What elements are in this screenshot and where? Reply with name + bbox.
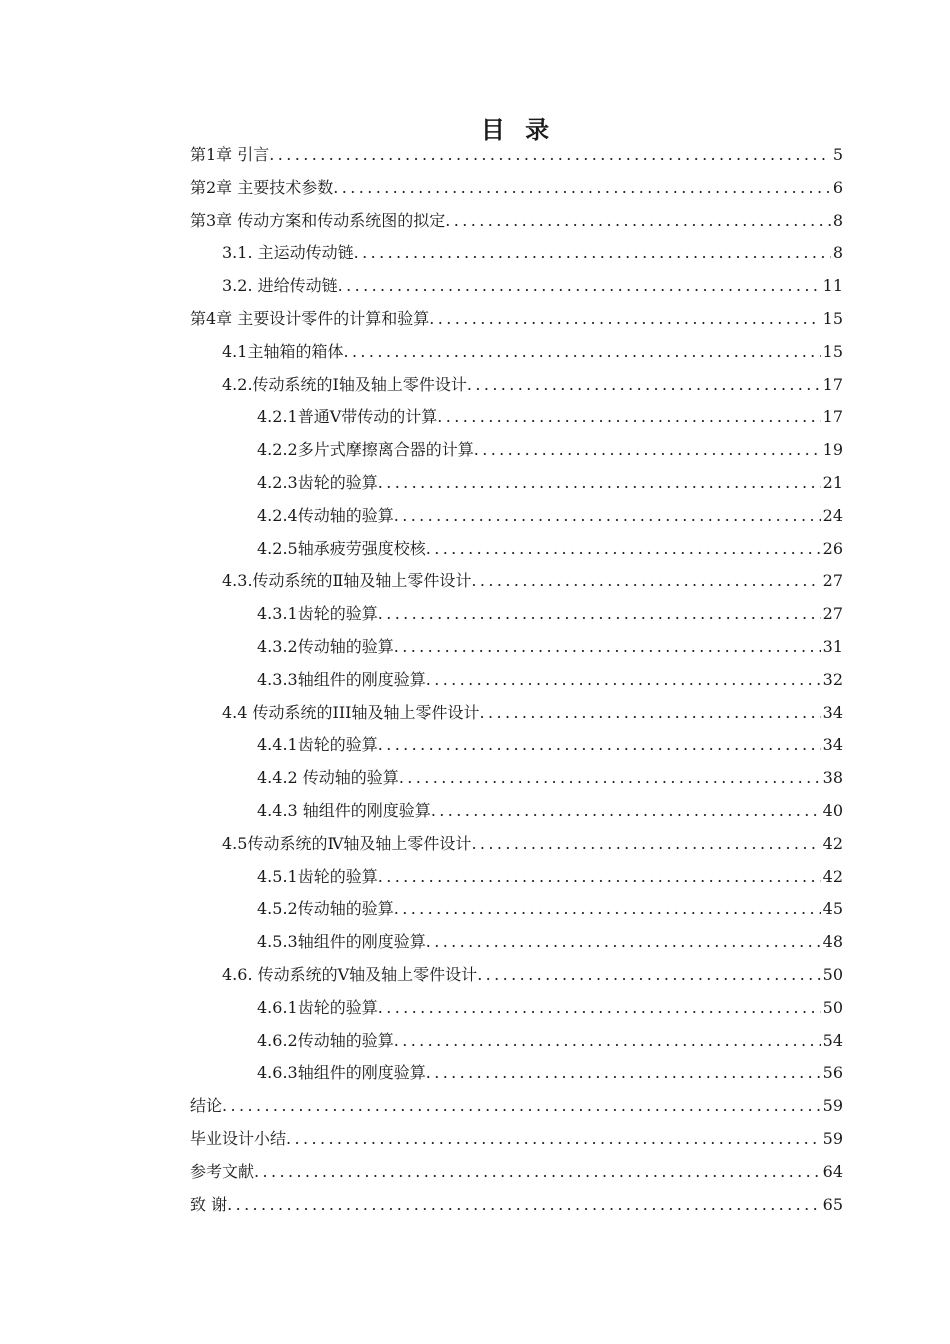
toc-entry-row (257, 762, 843, 795)
toc-entry-row (190, 1090, 843, 1123)
toc-page-number: 64 (822, 1161, 843, 1181)
toc-entry-row (257, 467, 843, 500)
toc-page-number: 17 (822, 407, 843, 427)
toc-entry-row (257, 598, 843, 631)
toc-dot-leader (394, 893, 821, 926)
toc-page-number: 45 (822, 899, 843, 919)
toc-entry-row (257, 500, 843, 533)
toc-entry-row (257, 992, 843, 1025)
toc-entry[interactable] (0, 959, 950, 992)
toc-page-number: 50 (822, 997, 843, 1017)
toc-entry[interactable] (0, 795, 950, 828)
toc-page-number: 56 (822, 1063, 843, 1083)
toc-page-number: 48 (822, 932, 843, 952)
toc-entry-row (257, 664, 843, 697)
toc-dot-leader (477, 959, 820, 992)
toc-page-number: 24 (822, 505, 843, 525)
toc-dot-leader (471, 565, 820, 598)
toc-entry[interactable] (0, 631, 950, 664)
toc-entry-label: 4.2.5轴承疲劳强度校核 (257, 538, 426, 558)
toc-dot-leader (254, 1156, 821, 1189)
toc-dot-leader (394, 500, 821, 533)
toc-page-number: 42 (822, 866, 843, 886)
toc-entry-row (190, 139, 843, 172)
toc-list (0, 139, 950, 1221)
toc-dot-leader (286, 1123, 821, 1156)
toc-entry[interactable] (0, 598, 950, 631)
toc-entry-row (222, 959, 843, 992)
toc-dot-leader (222, 1090, 821, 1123)
toc-entry-row (222, 270, 843, 303)
toc-entry-label: 4.2.传动系统的Ⅰ轴及轴上零件设计 (222, 374, 467, 394)
toc-entry[interactable] (0, 926, 950, 959)
toc-entry-row (257, 1057, 843, 1090)
toc-dot-leader (394, 1025, 821, 1058)
toc-page-number: 5 (832, 145, 843, 164)
toc-entry[interactable] (0, 369, 950, 402)
toc-dot-leader (378, 467, 821, 500)
toc-dot-leader (399, 762, 821, 795)
toc-dot-leader (480, 697, 821, 730)
toc-entry-row (190, 1189, 843, 1222)
toc-dot-leader (378, 992, 821, 1025)
toc-dot-leader (429, 303, 820, 336)
toc-entry[interactable] (0, 1025, 950, 1058)
toc-dot-leader (471, 828, 820, 861)
toc-entry[interactable] (0, 992, 950, 1025)
toc-entry-row (257, 631, 843, 664)
toc-entry[interactable] (0, 762, 950, 795)
toc-entry[interactable] (0, 303, 950, 336)
toc-page-number: 32 (822, 669, 843, 689)
toc-dot-leader (333, 172, 831, 205)
toc-entry-row (190, 1156, 843, 1189)
toc-entry[interactable] (0, 1090, 950, 1123)
toc-entry-label: 4.2.3齿轮的验算 (257, 472, 378, 492)
toc-entry[interactable] (0, 697, 950, 730)
toc-entry[interactable] (0, 533, 950, 566)
toc-entry-label: 4.3.1齿轮的验算 (257, 604, 378, 624)
toc-entry-row (190, 172, 843, 205)
toc-dot-leader (467, 369, 821, 402)
toc-page-number: 34 (822, 702, 843, 722)
toc-page-number: 17 (822, 374, 843, 394)
toc-entry-label: 4.4 传动系统的III轴及轴上零件设计 (222, 702, 480, 722)
toc-dot-leader (227, 1189, 821, 1222)
toc-entry-label: 4.4.2 传动轴的验算 (257, 768, 399, 788)
toc-dot-leader (445, 205, 831, 238)
toc-entry-label: 第4章 主要设计零件的计算和验算 (190, 308, 430, 328)
toc-entry-label: 4.2.2多片式摩擦离合器的计算 (257, 440, 474, 460)
toc-entry-label: 毕业设计小结 (190, 1128, 287, 1148)
toc-entry-row (222, 697, 843, 730)
toc-page-number: 40 (822, 800, 843, 820)
toc-entry-row (222, 237, 843, 270)
toc-entry-label: 4.1主轴箱的箱体 (222, 341, 344, 361)
toc-entry-label: 4.4.3 轴组件的刚度验算 (257, 800, 431, 820)
toc-dot-leader (378, 729, 821, 762)
toc-dot-leader (426, 1057, 821, 1090)
toc-entry-label: 3.1. 主运动传动链 (222, 243, 354, 263)
toc-title: 目 录 (480, 116, 556, 144)
toc-entry[interactable] (0, 861, 950, 894)
toc-page-number: 50 (822, 964, 843, 984)
toc-entry-row (222, 369, 843, 402)
toc-page-number: 15 (822, 341, 843, 361)
toc-dot-leader (431, 795, 821, 828)
toc-entry[interactable] (0, 139, 950, 172)
toc-entry[interactable] (0, 237, 950, 270)
toc-entry-row (257, 795, 843, 828)
toc-entry-label: 4.5.3轴组件的刚度验算 (257, 932, 426, 952)
toc-dot-leader (354, 237, 831, 270)
toc-entry[interactable] (0, 401, 950, 434)
toc-dot-leader (378, 598, 821, 631)
toc-entry-row (257, 1025, 843, 1058)
toc-page-number: 8 (832, 210, 843, 230)
toc-entry[interactable] (0, 893, 950, 926)
toc-entry-row (222, 828, 843, 861)
toc-page-number: 11 (822, 276, 843, 296)
toc-entry[interactable] (0, 434, 950, 467)
toc-dot-leader (426, 533, 821, 566)
toc-dot-leader (378, 861, 821, 894)
toc-entry[interactable] (0, 336, 950, 369)
toc-entry-label: 4.6.1齿轮的验算 (257, 997, 378, 1017)
toc-page-number: 27 (822, 604, 843, 624)
toc-entry-label: 结论 (190, 1096, 223, 1116)
toc-entry-label: 4.2.4传动轴的验算 (257, 505, 394, 525)
toc-entry[interactable] (0, 828, 950, 861)
toc-entry-label: 4.5.1齿轮的验算 (257, 866, 378, 886)
toc-entry-label: 4.6.3轴组件的刚度验算 (257, 1063, 426, 1083)
toc-entry-label: 致 谢 (190, 1194, 228, 1214)
toc-page-number: 6 (832, 177, 843, 197)
toc-entry-label: 第3章 传动方案和传动系统图的拟定 (190, 210, 446, 230)
toc-entry-label: 4.6. 传动系统的Ⅴ轴及轴上零件设计 (222, 964, 478, 984)
toc-page-number: 42 (822, 833, 843, 853)
toc-entry[interactable] (0, 1057, 950, 1090)
toc-page-number: 38 (822, 768, 843, 788)
toc-entry-row (190, 1123, 843, 1156)
toc-page-number: 21 (822, 472, 843, 492)
toc-entry[interactable] (0, 1189, 950, 1222)
toc-entry[interactable] (0, 467, 950, 500)
toc-entry[interactable] (0, 172, 950, 205)
toc-entry[interactable] (0, 270, 950, 303)
toc-entry-label: 4.5传动系统的Ⅳ轴及轴上零件设计 (222, 833, 472, 853)
toc-entry-label: 4.3.3轴组件的刚度验算 (257, 669, 426, 689)
toc-page-number: 59 (822, 1096, 843, 1116)
toc-entry-label: 4.3.传动系统的Ⅱ轴及轴上零件设计 (222, 571, 472, 591)
toc-entry-row (257, 893, 843, 926)
toc-page-number: 34 (822, 735, 843, 755)
toc-page-number: 15 (822, 308, 843, 328)
toc-entry-row (222, 565, 843, 598)
toc-entry-row (222, 336, 843, 369)
toc-page-number: 26 (822, 538, 843, 558)
toc-entry[interactable] (0, 664, 950, 697)
toc-entry[interactable] (0, 1156, 950, 1189)
toc-entry-label: 4.2.1普通V带传动的计算 (257, 407, 438, 427)
toc-entry[interactable] (0, 565, 950, 598)
toc-dot-leader (338, 270, 821, 303)
toc-entry-label: 4.3.2传动轴的验算 (257, 636, 394, 656)
toc-entry-row (257, 861, 843, 894)
toc-entry-label: 4.5.2传动轴的验算 (257, 899, 394, 919)
toc-entry[interactable] (0, 205, 950, 238)
toc-page-number: 31 (822, 636, 843, 656)
toc-entry-label: 第1章 引言 (190, 145, 270, 164)
toc-entry-label: 3.2. 进给传动链 (222, 276, 338, 296)
toc-page-number: 19 (822, 440, 843, 460)
toc-entry-row (257, 926, 843, 959)
toc-entry-row (257, 729, 843, 762)
toc-page-number: 54 (822, 1030, 843, 1050)
toc-entry[interactable] (0, 1123, 950, 1156)
toc-entry-label: 4.6.2传动轴的验算 (257, 1030, 394, 1050)
toc-entry-row (257, 533, 843, 566)
toc-entry[interactable] (0, 729, 950, 762)
toc-entry-label: 第2章 主要技术参数 (190, 177, 334, 197)
toc-entry-row (257, 401, 843, 434)
toc-entry-label: 4.4.1齿轮的验算 (257, 735, 378, 755)
toc-entry-row (190, 205, 843, 238)
toc-dot-leader (437, 401, 820, 434)
toc-page-number: 65 (822, 1194, 843, 1214)
toc-page-number: 59 (822, 1128, 843, 1148)
toc-entry[interactable] (0, 500, 950, 533)
toc-dot-leader (269, 139, 831, 172)
toc-entry-label: 参考文献 (190, 1161, 255, 1181)
toc-page-number: 8 (832, 243, 843, 263)
toc-dot-leader (426, 926, 821, 959)
toc-page-number: 27 (822, 571, 843, 591)
toc-entry-row (190, 303, 843, 336)
toc-dot-leader (426, 664, 821, 697)
toc-dot-leader (474, 434, 821, 467)
toc-entry-row (257, 434, 843, 467)
toc-dot-leader (343, 336, 820, 369)
toc-dot-leader (394, 631, 821, 664)
